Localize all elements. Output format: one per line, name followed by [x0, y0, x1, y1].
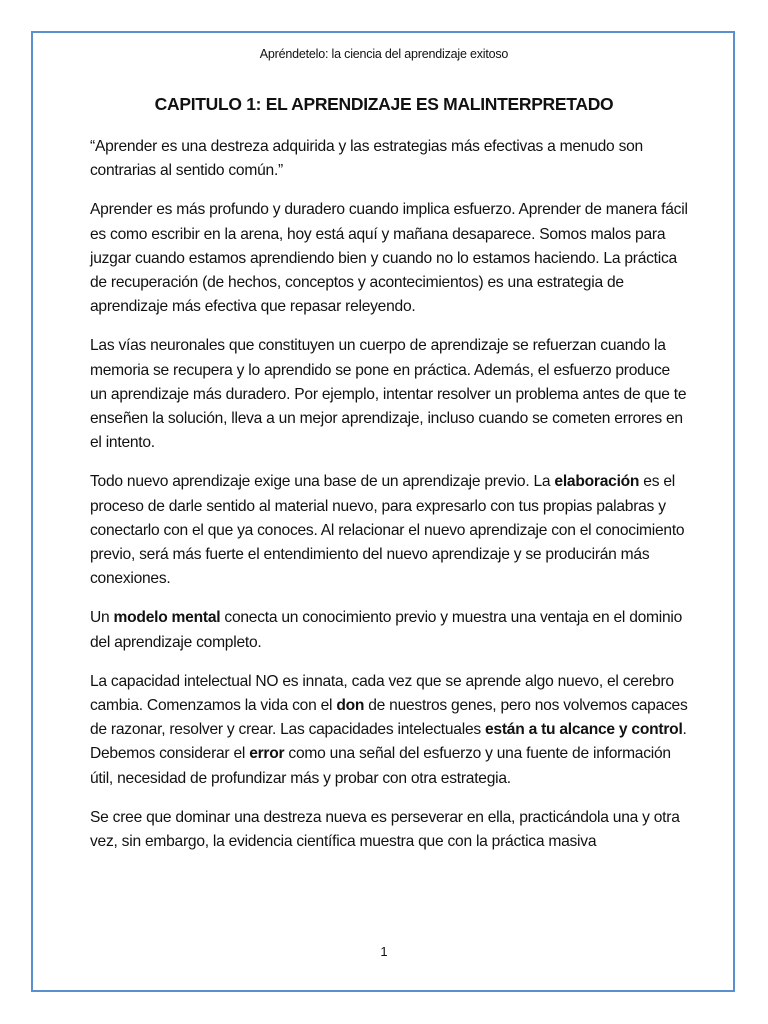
text-run: Un: [90, 609, 114, 627]
text-run: . Debemos considerar el: [90, 721, 687, 763]
paragraph-quote: “Aprender es una destreza adquirida y las estrategias más efectivas a menudo son contrarias al sentido común.”: [90, 138, 643, 180]
text-run: es el proceso de darle sentido al material nuevo, para expresarlo con tus propias palabras y conectarlo con el que ya conoces. Al relacionar el nuevo aprendizaje con el conocimiento previo, será más fuerte el entendimiento del nuevo aprendizaje y se producirán más conexiones.: [90, 473, 685, 588]
text-run: como una señal del esfuerzo y una fuente de información útil, necesidad de profundizar más y probar con otra estrategia.: [90, 745, 671, 787]
text-run: La capacidad intelectual NO es innata, cada vez que se aprende algo nuevo, el cerebro cambia. Comenzamos la vida con el: [90, 672, 674, 715]
text-run: de nuestros genes, pero nos volvemos capaces de razonar, resolver y crear. Las capacidades intelectuales: [90, 697, 688, 739]
bold-term-alcance-control: están a tu alcance y control: [485, 721, 683, 739]
text-run: conecta un conocimiento previo y muestra una ventaja en el dominio del aprendizaje completo.: [90, 609, 683, 651]
bold-term-don: don: [336, 697, 365, 715]
paragraph-effort: Aprender es más profundo y duradero cuando implica esfuerzo. Aprender de manera fácil es como escribir en la arena, hoy está aquí y mañana desaparece. Somos malos para juzgar cuando estamos aprendiendo bien y cuando no lo estamos haciendo. La práctica de recuperación (de hechos, conceptos y acontecimientos) es una estrategia de aprendizaje más efectiva que repasar releyendo.: [90, 201, 688, 316]
bold-term-modelo-mental: modelo mental: [113, 609, 221, 627]
paragraph-intellectual-capacity: [90, 670, 688, 791]
bold-term-error: error: [249, 745, 285, 763]
document-body: [90, 135, 688, 869]
running-header: Apréndetelo: la ciencia del aprendizaje exitoso: [259, 47, 509, 61]
text-run: Todo nuevo aprendizaje exige una base de un aprendizaje previo. La: [90, 473, 555, 491]
paragraph-neural-pathways: Las vías neuronales que constituyen un cuerpo de aprendizaje se refuerzan cuando la memoria se recupera y lo aprendido se pone en práctica. Además, el esfuerzo produce un aprendizaje más duradero. Por ejemplo, intentar resolver un problema antes de que te enseñen la solución, lleva a un mejor aprendizaje, incluso cuando se cometen errores en el intento.: [90, 337, 687, 452]
paragraph-mental-model: [90, 606, 688, 654]
paragraph-practice: Se cree que dominar una destreza nueva es perseverar en ella, practicándola una y otra vez, sin embargo, la evidencia científica muestra que con la práctica masiva: [90, 808, 680, 851]
bold-term-elaboracion: elaboración: [554, 473, 640, 491]
page-number: 1: [380, 944, 388, 959]
paragraph-elaboration: [90, 470, 688, 591]
chapter-title: CAPITULO 1: EL APRENDIZAJE ES MALINTERPRETADO: [154, 94, 614, 114]
